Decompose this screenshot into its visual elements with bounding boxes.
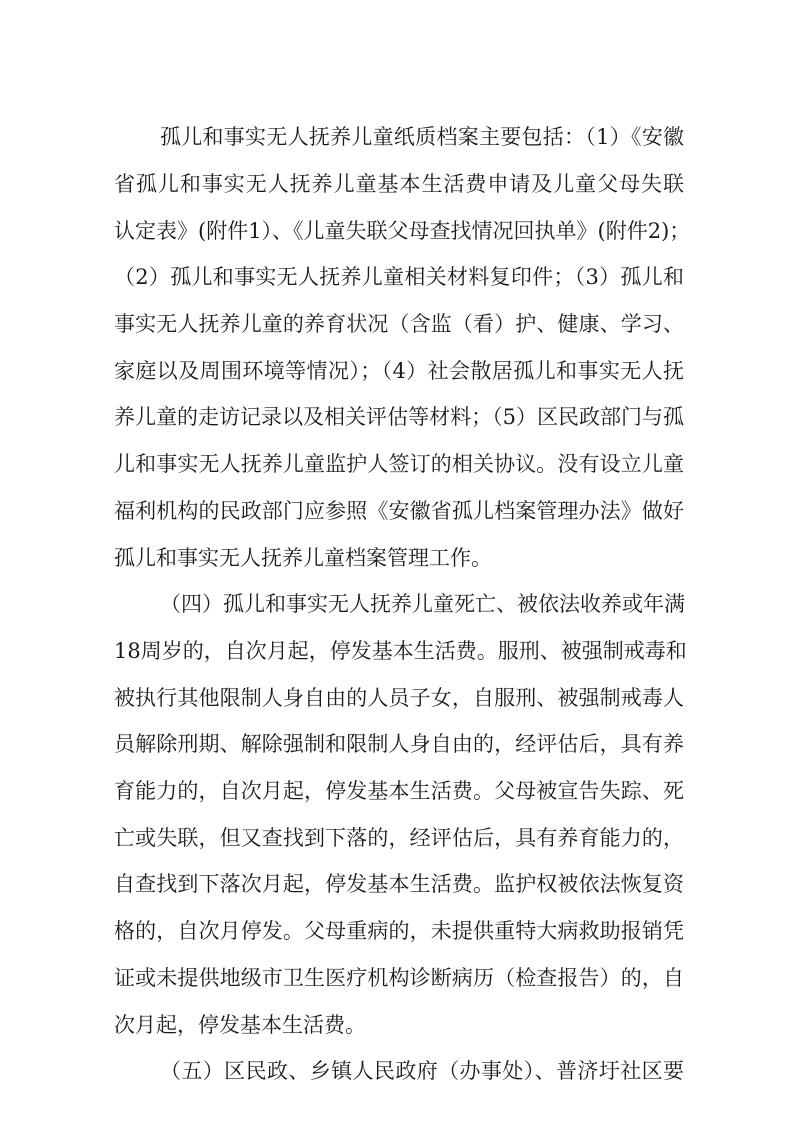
text-line: 次月起，停发基本生活费。: [114, 1013, 366, 1037]
text-line: 省孤儿和事实无人抚养儿童基本生活费申请及儿童父母失联: [114, 172, 684, 196]
text-line: 儿和事实无人抚养儿童监护人签订的相关协议。没有设立儿童: [114, 452, 684, 476]
text-line: 认定表》(附件1）、《儿童失联父母查找情况回执单》(附件2)；: [114, 219, 691, 243]
text-line: 孤儿和事实无人抚养儿童纸质档案主要包括：（1）《安徽: [160, 125, 684, 149]
text-line: 家庭以及周围环境等情况）；（4）社会散居孤儿和事实无人抚: [114, 359, 684, 383]
text-line: 被执行其他限制人身自由的人员子女，自服刑、被强制戒毒人: [114, 686, 684, 710]
text-line: 养儿童的走访记录以及相关评估等材料；（5）区民政部门与孤: [114, 405, 684, 429]
text-line: 自查找到下落次月起，停发基本生活费。监护权被依法恢复资: [114, 872, 684, 896]
text-line: 18周岁的，自次月起，停发基本生活费。服刑、被强制戒毒和: [114, 639, 687, 663]
text-line: （五）区民政、乡镇人民政府（办事处）、普济圩社区要: [160, 1059, 684, 1083]
text-line: 亡或失联，但又查找到下落的，经评估后，具有养育能力的，: [114, 826, 684, 850]
text-line: 事实无人抚养儿童的养育状况（含监（看）护、健康、学习、: [114, 312, 684, 336]
text-line: 员解除刑期、解除强制和限制人身自由的，经评估后，具有养: [114, 732, 684, 756]
text-line: 福利机构的民政部门应参照《安徽省孤儿档案管理办法》做好: [114, 499, 684, 523]
text-line: （四）孤儿和事实无人抚养儿童死亡、被依法收养或年满: [160, 592, 685, 616]
text-line: 证或未提供地级市卫生医疗机构诊断病历（检查报告）的，自: [114, 966, 684, 990]
text-line: 孤儿和事实无人抚养儿童档案管理工作。: [114, 546, 492, 570]
text-line: 格的，自次月停发。父母重病的，未提供重特大病救助报销凭: [114, 919, 684, 943]
text-line: 育能力的，自次月起，停发基本生活费。父母被宣告失踪、死: [114, 779, 684, 803]
text-line: （2）孤儿和事实无人抚养儿童相关材料复印件；（3）孤儿和: [114, 265, 684, 289]
